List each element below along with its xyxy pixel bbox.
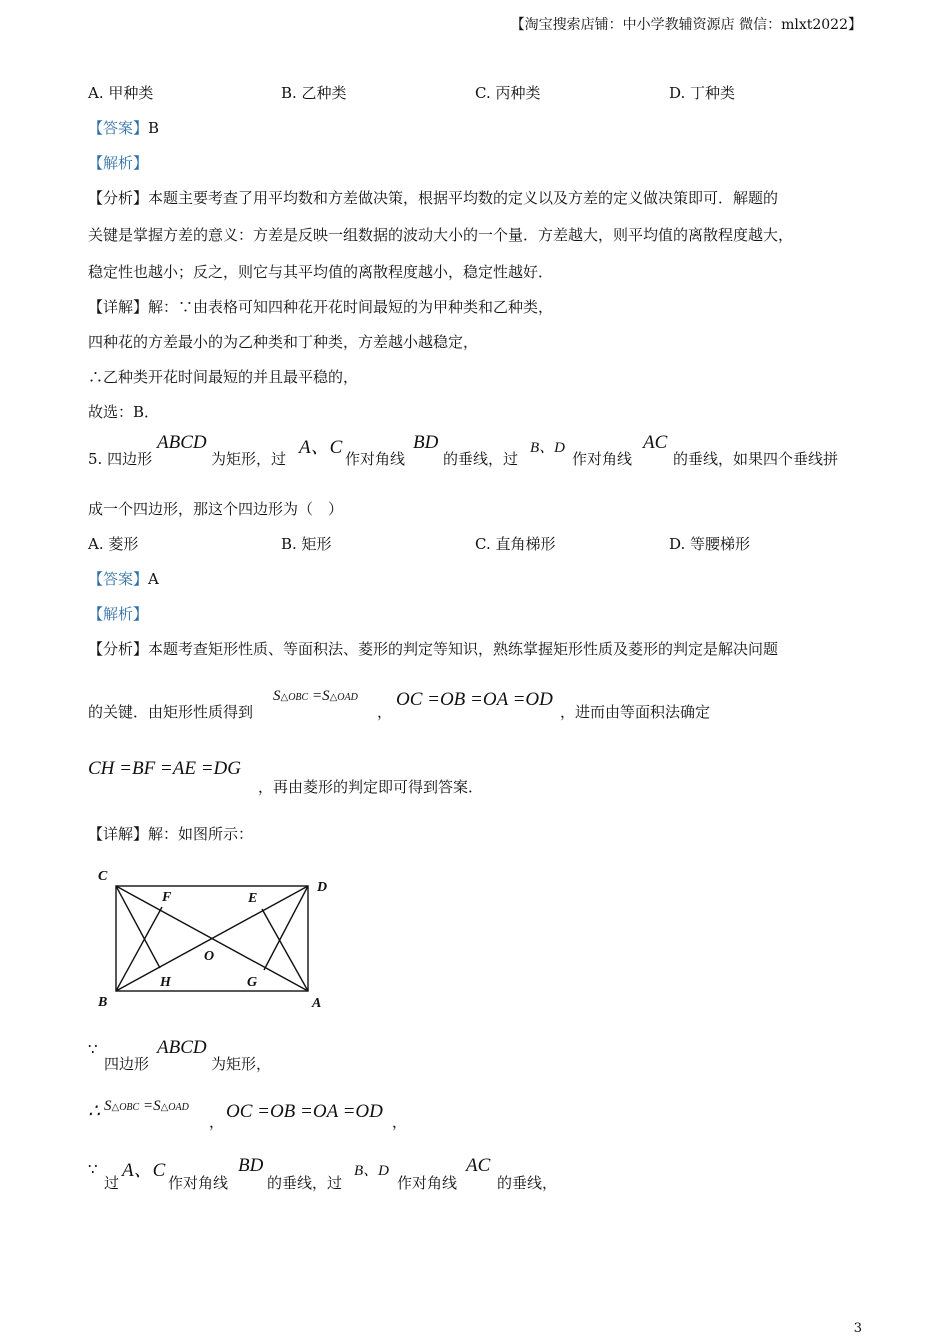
q5-answer-line — [88, 568, 159, 589]
q5-option-c: C. 直角梯形 — [475, 535, 556, 553]
label-d: D — [317, 880, 328, 895]
q5-text: 作对角线 — [345, 450, 406, 468]
because-symbol: ∵ — [88, 1040, 98, 1058]
label-b: B — [98, 995, 108, 1010]
proof-text: 作对角线 — [397, 1174, 458, 1192]
q5-text: 作对角线 — [572, 450, 633, 468]
q5-analysis-line: 【分析】本题考查矩形性质、等面积法、菱形的判定等知识，熟练掌握矩形性质及菱形的判定是解决问题 — [88, 640, 779, 658]
math-abcd: ABCD — [157, 432, 207, 453]
label-f: F — [162, 890, 172, 905]
q4-option-a: A. 甲种类 — [88, 84, 154, 102]
q5-analysis-tag: 【解析】 — [88, 605, 149, 623]
q4-analysis-line: 关键是掌握方差的意义：方差是反映一组数据的波动大小的一个量．方差越大，则平均值的离散程度越大， — [88, 226, 794, 244]
comma: ， — [377, 703, 393, 721]
math-abcd: ABCD — [157, 1037, 207, 1058]
q4-option-c: C. 丙种类 — [475, 84, 541, 102]
math-oc-eq: OC =OB =OA =OD — [396, 689, 553, 710]
proof-text: 的垂线， — [497, 1174, 558, 1192]
math-bd: BD — [238, 1155, 264, 1176]
comma: ， — [209, 1113, 225, 1131]
because-symbol: ∵ — [88, 1160, 98, 1178]
math-ch-eq: CH =BF =AE =DG — [88, 758, 241, 779]
math-ac: AC — [643, 432, 668, 453]
q4-analysis-tag: 【解析】 — [88, 154, 149, 172]
q4-detail-line: 四种花的方差最小的为乙种类和丁种类，方差越小越稳定， — [88, 333, 479, 351]
proof-text: 为矩形， — [211, 1055, 272, 1073]
q4-option-b: B. 乙种类 — [281, 84, 347, 102]
therefore-symbol: ∴ — [88, 1101, 101, 1122]
q5-text: 的垂线，过 — [443, 450, 519, 468]
math-area-eq: S△OBC =S△OAD — [273, 688, 358, 704]
q5-analysis-line: ，进而由等面积法确定 — [560, 703, 711, 721]
answer-value: A — [148, 570, 159, 588]
proof-text: 的垂线，过 — [267, 1174, 343, 1192]
math-b-d: B、D — [354, 1163, 389, 1179]
q5-text: 为矩形，过 — [211, 450, 287, 468]
q4-detail-line: 故选：B． — [88, 403, 160, 421]
label-a: A — [312, 996, 322, 1011]
label-c: C — [98, 869, 108, 884]
proof-text: 过 — [104, 1174, 120, 1192]
q5-option-b: B. 矩形 — [281, 535, 332, 553]
q5-detail-intro: 【详解】解：如图所示： — [88, 825, 254, 843]
q4-analysis-line: 稳定性也越小；反之，则它与其平均值的离散程度越小，稳定性越好． — [88, 263, 554, 281]
math-oc-eq: OC =OB =OA =OD — [226, 1101, 383, 1122]
q5-analysis-line: ，再由菱形的判定即可得到答案． — [258, 778, 484, 796]
rectangle-figure — [90, 862, 340, 1014]
math-b-d: B、D — [530, 440, 565, 456]
label-g: G — [247, 975, 258, 990]
math-area-eq: S△OBC =S△OAD — [104, 1098, 189, 1114]
q5-option-d: D. 等腰梯形 — [669, 535, 751, 553]
math-a-c: A、C — [299, 437, 343, 458]
q4-analysis-line: 【分析】本题主要考查了用平均数和方差做决策，根据平均数的定义以及方差的定义做决策即可．解题的 — [88, 189, 779, 207]
q4-option-d: D. 丁种类 — [669, 84, 736, 102]
proof-text: 作对角线 — [168, 1174, 229, 1192]
q5-number: 5. 四边形 — [88, 450, 153, 468]
q5-analysis-line: 的关键．由矩形性质得到 — [88, 703, 254, 721]
comma: ， — [392, 1113, 408, 1131]
q5-line2: 成一个四边形，那这个四边形为（ ） — [88, 500, 344, 518]
label-h: H — [160, 975, 171, 990]
q4-detail-line: ∴乙种类开花时间最短的并且最平稳的， — [88, 368, 359, 386]
page-header: 【淘宝搜索店铺：中小学教辅资源店 微信：mlxt2022】 — [510, 17, 862, 33]
answer-tag: 【答案】 — [88, 570, 149, 588]
answer-value: B — [148, 119, 160, 137]
q5-text: 的垂线，如果四个垂线拼 — [673, 450, 839, 468]
label-o: O — [204, 949, 215, 964]
label-e: E — [248, 891, 258, 906]
answer-tag: 【答案】 — [88, 119, 149, 137]
q4-detail-line: 【详解】解：∵由表格可知四种花开花时间最短的为甲种类和乙种类， — [88, 298, 554, 316]
math-a-c: A、C — [122, 1160, 166, 1181]
math-bd: BD — [413, 432, 439, 453]
proof-text: 四边形 — [104, 1055, 150, 1073]
math-ac: AC — [466, 1155, 491, 1176]
page-number: 3 — [853, 1321, 862, 1336]
q4-answer-line — [88, 117, 159, 138]
q5-option-a: A. 菱形 — [88, 535, 139, 553]
